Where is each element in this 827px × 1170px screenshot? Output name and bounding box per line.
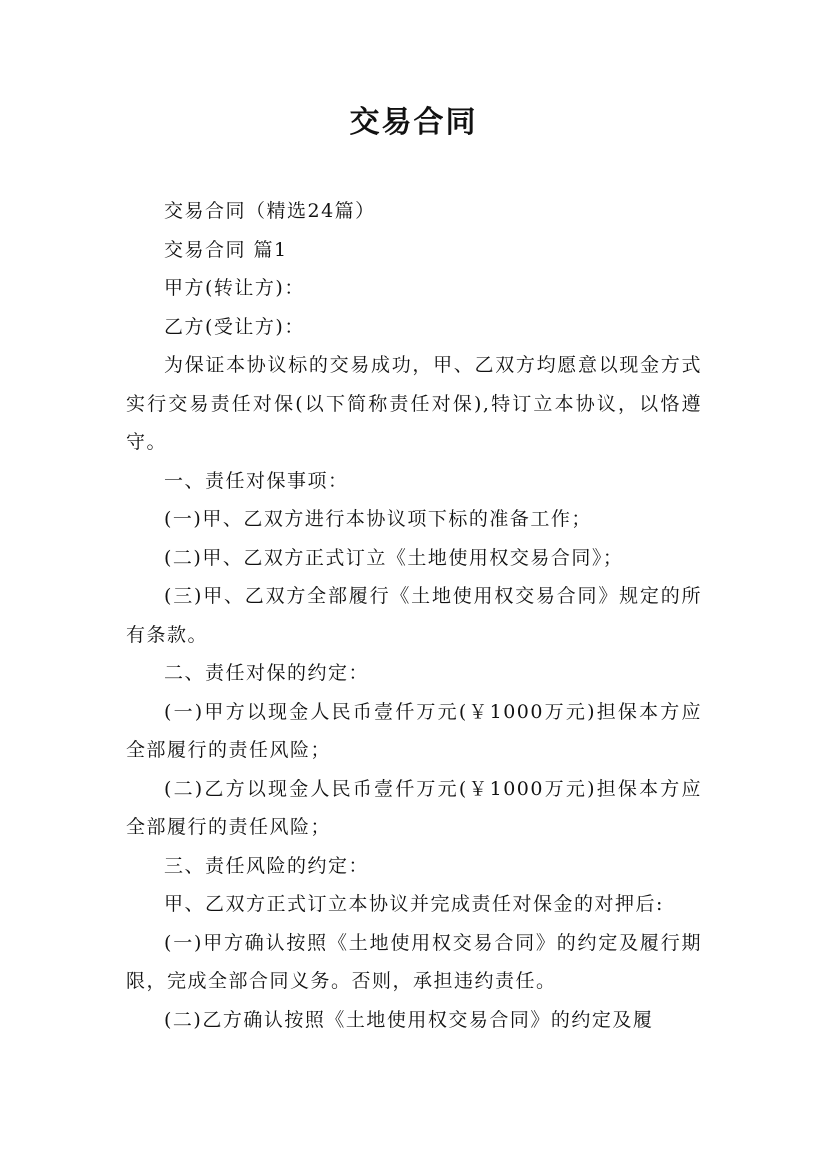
paragraph-clause-2-item-2: (二)乙方以现金人民币壹仟万元(￥1000万元)担保本方应全部履行的责任风险； [126, 777, 702, 838]
paragraph-clause-1-item-1: (一)甲、乙双方进行本协议项下标的准备工作； [164, 508, 592, 530]
paragraph-clause-3-item-1: (一)甲方确认按照《土地使用权交易合同》的约定及履行期限，完成全部合同义务。否则，承担违约责任。 [126, 931, 702, 992]
paragraph-party-b: 乙方(受让方)： [164, 315, 305, 338]
document-body [126, 192, 702, 1039]
paragraph-clause-1-heading: 一、责任对保事项： [164, 469, 349, 492]
paragraph-clause-1-item-2: (二)甲、乙双方正式订立《土地使用权交易合同》； [164, 546, 624, 569]
paragraph-clause-3-intro: 甲、乙双方正式订立本协议并完成责任对保金的对押后: [164, 893, 664, 915]
paragraph-clause-2-item-1: (一)甲方以现金人民币壹仟万元(￥1000万元)担保本方应全部履行的责任风险； [126, 700, 702, 761]
paragraph-subtitle: 交易合同（精选24篇） [164, 200, 376, 222]
paragraph-clause-1-item-3: (三)甲、乙双方全部履行《土地使用权交易合同》规定的所有条款。 [126, 585, 702, 646]
paragraph-clause-2-heading: 二、责任对保的约定： [164, 662, 370, 684]
paragraph-section-heading: 交易合同 篇1 [164, 238, 288, 261]
document-title: 交易合同 [349, 105, 478, 140]
paragraph-preamble: 为保证本协议标的交易成功，甲、乙双方均愿意以现金方式实行交易责任对保(以下简称责任对保),特订立本协议，以恪遵守。 [126, 354, 702, 453]
paragraph-party-a: 甲方(转让方)： [164, 277, 305, 299]
paragraph-clause-3-heading: 三、责任风险的约定： [164, 854, 370, 877]
paragraph-clause-3-item-2: (二)乙方确认按照《土地使用权交易合同》的约定及履 [164, 1008, 654, 1031]
